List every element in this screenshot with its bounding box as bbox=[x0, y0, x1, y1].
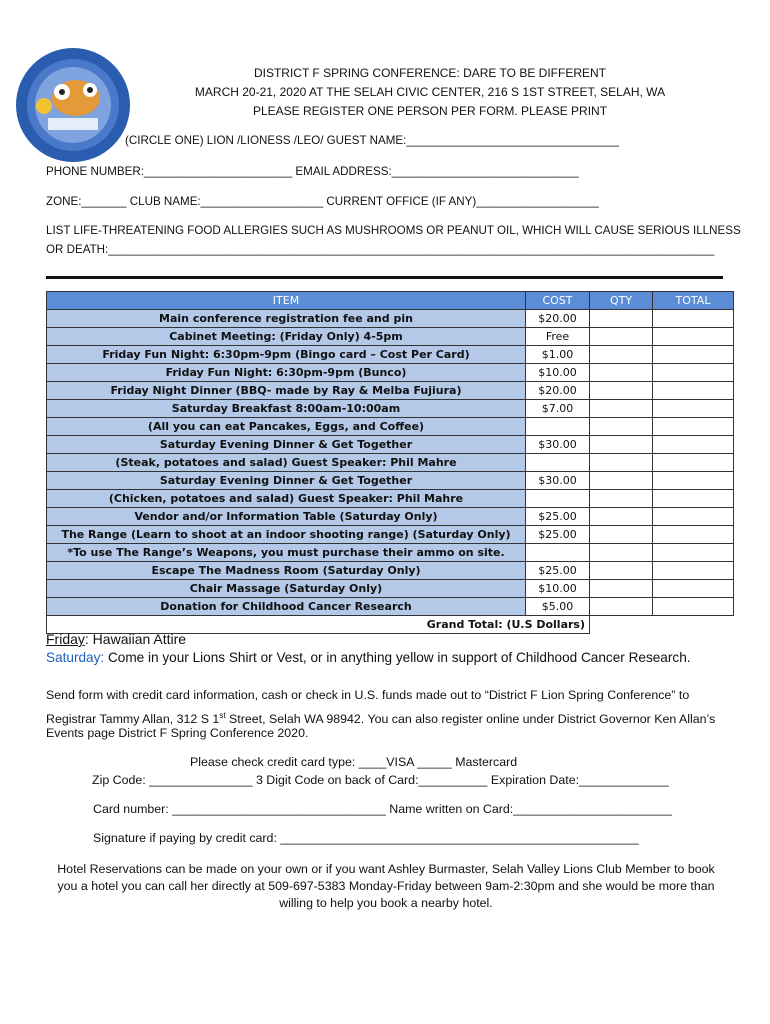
qty-cell[interactable] bbox=[590, 436, 653, 454]
total-cell[interactable] bbox=[653, 508, 734, 526]
card-type-checkboxes[interactable]: Please check credit card type: ____VISA _____ Mastercard bbox=[190, 755, 518, 769]
item-cell: The Range (Learn to shoot at an indoor shooting range) (Saturday Only) bbox=[47, 526, 526, 544]
registrar-address: Registrar Tammy Allan, 312 S 1 bbox=[46, 712, 220, 727]
item-cell: (Steak, potatoes and salad) Guest Speaker: Phil Mahre bbox=[47, 454, 526, 472]
table-row bbox=[47, 562, 734, 580]
qty-cell[interactable] bbox=[590, 472, 653, 490]
header-dates-location: MARCH 20-21, 2020 AT THE SELAH CIVIC CENTER, 216 S 1ST STREET, SELAH, WA bbox=[194, 85, 666, 99]
total-cell[interactable] bbox=[653, 562, 734, 580]
table-header-row bbox=[47, 292, 734, 310]
cost-cell bbox=[526, 418, 590, 436]
qty-cell[interactable] bbox=[590, 508, 653, 526]
total-cell[interactable] bbox=[653, 580, 734, 598]
qty-cell[interactable] bbox=[590, 364, 653, 382]
total-cell[interactable] bbox=[653, 490, 734, 508]
total-cell[interactable] bbox=[653, 310, 734, 328]
table-row bbox=[47, 310, 734, 328]
total-cell[interactable] bbox=[653, 418, 734, 436]
friday-label: Friday bbox=[46, 631, 85, 647]
item-cell: Donation for Childhood Cancer Research bbox=[47, 598, 526, 616]
qty-cell[interactable] bbox=[590, 418, 653, 436]
table-row bbox=[47, 418, 734, 436]
card-number-name-field[interactable]: Card number: _______________________________ Name written on Card:_______________________ bbox=[93, 802, 672, 816]
registration-items-table bbox=[46, 291, 734, 634]
header-instructions: PLEASE REGISTER ONE PERSON PER FORM. PLEASE PRINT bbox=[252, 104, 608, 118]
cost-cell: $20.00 bbox=[526, 382, 590, 400]
table-row bbox=[47, 436, 734, 454]
cost-cell bbox=[526, 490, 590, 508]
allergy-label: LIST LIFE-THREATENING FOOD ALLERGIES SUCH AS MUSHROOMS OR PEANUT OIL, WHICH WILL CAUSE SERIOUS ILLNESS bbox=[46, 224, 741, 237]
cost-cell: $30.00 bbox=[526, 472, 590, 490]
cost-cell: $20.00 bbox=[526, 310, 590, 328]
lions-district-logo bbox=[14, 46, 132, 164]
zone-club-field[interactable]: ZONE:_______ CLUB NAME:___________________ CURRENT OFFICE (IF ANY)___________________ bbox=[46, 195, 599, 208]
name-field[interactable]: (CIRCLE ONE) LION /LIONESS /LEO/ GUEST NAME:_________________________________ bbox=[125, 134, 620, 147]
table-row bbox=[47, 598, 734, 616]
total-header: TOTAL bbox=[653, 292, 734, 310]
cost-cell: $10.00 bbox=[526, 364, 590, 382]
grand-total-label: Grand Total: (U.S Dollars) bbox=[47, 616, 590, 634]
table-row bbox=[47, 364, 734, 382]
allergy-field[interactable]: OR DEATH:______________________________________________________________________________________________ bbox=[46, 243, 715, 256]
item-cell: Escape The Madness Room (Saturday Only) bbox=[47, 562, 526, 580]
qty-cell[interactable] bbox=[590, 400, 653, 418]
total-cell[interactable] bbox=[653, 364, 734, 382]
item-cell: Friday Night Dinner (BBQ- made by Ray & Melba Fujiura) bbox=[47, 382, 526, 400]
total-cell[interactable] bbox=[653, 454, 734, 472]
total-cell[interactable] bbox=[653, 598, 734, 616]
cost-header: COST bbox=[526, 292, 590, 310]
table-row bbox=[47, 346, 734, 364]
qty-cell[interactable] bbox=[590, 562, 653, 580]
item-cell: (All you can eat Pancakes, Eggs, and Coffee) bbox=[47, 418, 526, 436]
qty-cell[interactable] bbox=[590, 382, 653, 400]
qty-cell[interactable] bbox=[590, 526, 653, 544]
total-cell[interactable] bbox=[653, 346, 734, 364]
item-cell: (Chicken, potatoes and salad) Guest Speaker: Phil Mahre bbox=[47, 490, 526, 508]
hotel-info-3: willing to help you book a nearby hotel. bbox=[279, 896, 493, 910]
item-cell: *To use The Range’s Weapons, you must purchase their ammo on site. bbox=[47, 544, 526, 562]
item-cell: Saturday Evening Dinner & Get Together bbox=[47, 436, 526, 454]
table-row bbox=[47, 580, 734, 598]
payment-instructions-3: Events page District F Spring Conference 2020. bbox=[46, 726, 309, 740]
phone-email-field[interactable]: PHONE NUMBER:_______________________ EMAIL ADDRESS:_____________________________ bbox=[46, 165, 579, 178]
item-cell: Friday Fun Night: 6:30pm-9pm (Bunco) bbox=[47, 364, 526, 382]
qty-cell[interactable] bbox=[590, 598, 653, 616]
cost-cell: Free bbox=[526, 328, 590, 346]
item-cell: Cabinet Meeting: (Friday Only) 4-5pm bbox=[47, 328, 526, 346]
total-cell[interactable] bbox=[653, 436, 734, 454]
qty-cell[interactable] bbox=[590, 454, 653, 472]
cost-cell bbox=[526, 544, 590, 562]
cost-cell: $5.00 bbox=[526, 598, 590, 616]
saturday-label: Saturday: bbox=[46, 650, 105, 665]
table-row bbox=[47, 472, 734, 490]
ordinal-suffix: st bbox=[219, 711, 226, 720]
cost-cell: $30.00 bbox=[526, 436, 590, 454]
saturday-attire-text: Come in your Lions Shirt or Vest, or in anything yellow in support of Childhood Cancer Research. bbox=[104, 650, 691, 665]
table-row bbox=[47, 328, 734, 346]
cost-cell: $7.00 bbox=[526, 400, 590, 418]
header-title: DISTRICT F SPRING CONFERENCE: DARE TO BE DIFFERENT bbox=[253, 66, 607, 80]
item-cell: Saturday Evening Dinner & Get Together bbox=[47, 472, 526, 490]
item-cell: Vendor and/or Information Table (Saturday Only) bbox=[47, 508, 526, 526]
payment-instructions-1: Send form with credit card information, cash or check in U.S. funds made out to “District F Lion Spring Conference” to bbox=[46, 688, 690, 702]
qty-cell[interactable] bbox=[590, 328, 653, 346]
qty-cell[interactable] bbox=[590, 580, 653, 598]
saturday-attire bbox=[46, 650, 691, 665]
item-cell: Chair Massage (Saturday Only) bbox=[47, 580, 526, 598]
qty-cell[interactable] bbox=[590, 490, 653, 508]
table-row bbox=[47, 526, 734, 544]
total-cell[interactable] bbox=[653, 382, 734, 400]
item-cell: Saturday Breakfast 8:00am-10:00am bbox=[47, 400, 526, 418]
item-cell: Main conference registration fee and pin bbox=[47, 310, 526, 328]
cost-cell: $25.00 bbox=[526, 508, 590, 526]
table-row bbox=[47, 508, 734, 526]
signature-field[interactable]: Signature if paying by credit card: ____________________________________________________ bbox=[93, 831, 639, 845]
qty-cell[interactable] bbox=[590, 346, 653, 364]
item-cell: Friday Fun Night: 6:30pm-9pm (Bingo card – Cost Per Card) bbox=[47, 346, 526, 364]
friday-attire-text: : Hawaiian Attire bbox=[84, 631, 187, 647]
total-cell[interactable] bbox=[653, 526, 734, 544]
hotel-info-1: Hotel Reservations can be made on your own or if you want Ashley Burmaster, Selah Valley Lions Club Member to book bbox=[57, 862, 715, 876]
table-row bbox=[47, 400, 734, 418]
zip-cvv-expiration-field[interactable]: Zip Code: _______________ 3 Digit Code on back of Card:__________ Expiration Date:_____________ bbox=[92, 773, 669, 787]
cost-cell: $25.00 bbox=[526, 526, 590, 544]
table-row bbox=[47, 544, 734, 562]
cost-cell: $25.00 bbox=[526, 562, 590, 580]
table-row bbox=[47, 454, 734, 472]
qty-header: QTY bbox=[590, 292, 653, 310]
total-cell[interactable] bbox=[653, 400, 734, 418]
friday-attire bbox=[46, 631, 186, 647]
registrar-address-cont: Street, Selah WA 98942. You can also register online under District Governor Ken Allan’s bbox=[225, 712, 716, 727]
section-divider bbox=[46, 276, 723, 279]
cost-cell: $1.00 bbox=[526, 346, 590, 364]
hotel-info-2: you a hotel you can call her directly at 509-697-5383 Monday-Friday between 9am-2:30pm and she would be more than bbox=[57, 879, 715, 893]
item-header: ITEM bbox=[47, 292, 526, 310]
cost-cell bbox=[526, 454, 590, 472]
total-cell[interactable] bbox=[653, 472, 734, 490]
table-row bbox=[47, 382, 734, 400]
cost-cell: $10.00 bbox=[526, 580, 590, 598]
qty-cell[interactable] bbox=[590, 310, 653, 328]
total-cell[interactable] bbox=[653, 328, 734, 346]
table-row bbox=[47, 490, 734, 508]
qty-cell[interactable] bbox=[590, 544, 653, 562]
total-cell[interactable] bbox=[653, 544, 734, 562]
